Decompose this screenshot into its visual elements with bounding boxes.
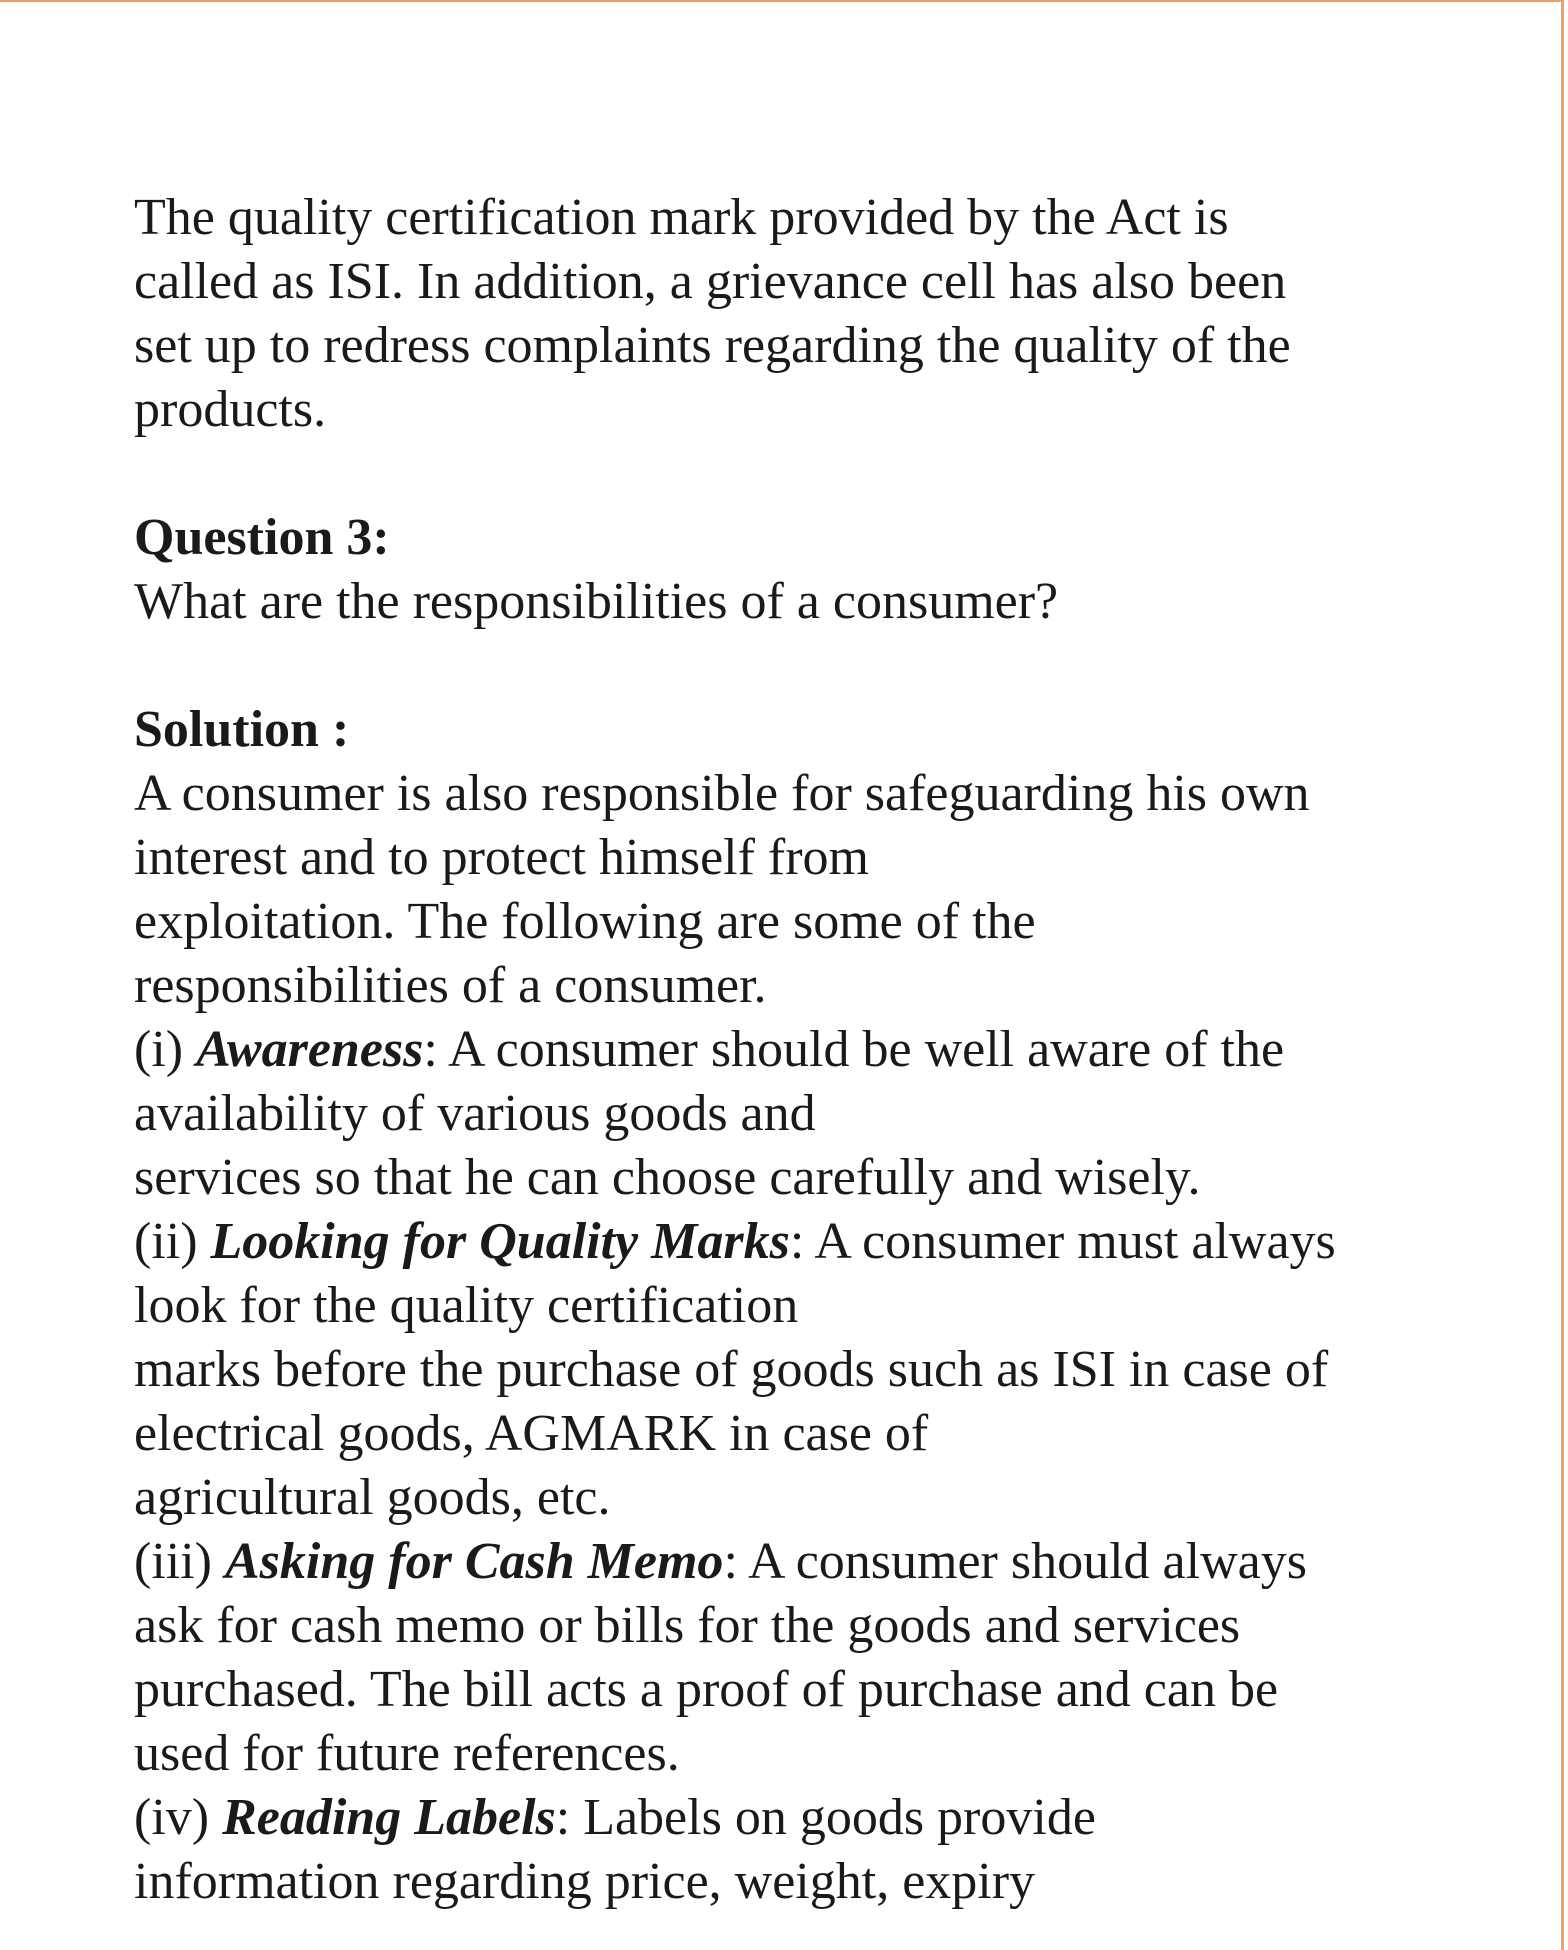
question-text: What are the responsibilities of a consumer?	[134, 573, 1059, 630]
responsibility-item-reading-labels	[134, 1786, 1464, 1850]
responsibility-item-awareness	[134, 1018, 1464, 1082]
item-line: ask for cash memo or bills for the goods and services	[134, 1597, 1241, 1654]
item-line: marks before the purchase of goods such as ISI in case of	[134, 1341, 1329, 1398]
item-number: (i)	[134, 1021, 197, 1078]
page-content	[134, 186, 1464, 1914]
paragraph-line: called as ISI. In addition, a grievance cell has also been	[134, 253, 1287, 310]
item-text: : A consumer must always	[789, 1213, 1336, 1270]
paragraph-line: set up to redress complaints regarding the quality of the	[134, 317, 1291, 374]
responsibility-item-quality-marks	[134, 1210, 1464, 1274]
solution-heading: Solution :	[134, 701, 350, 758]
item-text: : Labels on goods provide	[555, 1789, 1096, 1846]
item-number: (ii)	[134, 1213, 211, 1270]
solution-line: exploitation. The following are some of the	[134, 893, 1036, 950]
item-line: availability of various goods and	[134, 1085, 816, 1142]
item-term: Asking for Cash Memo	[224, 1533, 724, 1590]
solution-line: responsibilities of a consumer.	[134, 957, 767, 1014]
item-line: information regarding price, weight, expiry	[134, 1853, 1036, 1910]
solution-line: interest and to protect himself from	[134, 829, 870, 886]
item-term: Looking for Quality Marks	[210, 1213, 790, 1270]
item-text: : A consumer should always	[723, 1533, 1307, 1590]
item-number: (iii)	[134, 1533, 225, 1590]
item-line: used for future references.	[134, 1725, 680, 1782]
question-heading: Question 3:	[134, 509, 390, 566]
item-line: purchased. The bill acts a proof of purchase and can be	[134, 1661, 1279, 1718]
item-text: : A consumer should be well aware of the	[423, 1021, 1285, 1078]
item-line: agricultural goods, etc.	[134, 1469, 611, 1526]
item-line: look for the quality certification	[134, 1277, 799, 1334]
paragraph-line: products.	[134, 381, 327, 438]
item-line: electrical goods, AGMARK in case of	[134, 1405, 929, 1462]
solution-line: A consumer is also responsible for safeguarding his own	[134, 765, 1310, 822]
item-line: services so that he can choose carefully and wisely.	[134, 1149, 1201, 1206]
paragraph-line: The quality certification mark provided by the Act is	[134, 189, 1229, 246]
item-term: Awareness	[196, 1021, 424, 1078]
paragraph-gap	[134, 442, 1464, 506]
responsibility-item-cash-memo	[134, 1530, 1464, 1594]
item-term: Reading Labels	[222, 1789, 556, 1846]
item-number: (iv)	[134, 1789, 223, 1846]
paragraph-gap	[134, 634, 1464, 698]
